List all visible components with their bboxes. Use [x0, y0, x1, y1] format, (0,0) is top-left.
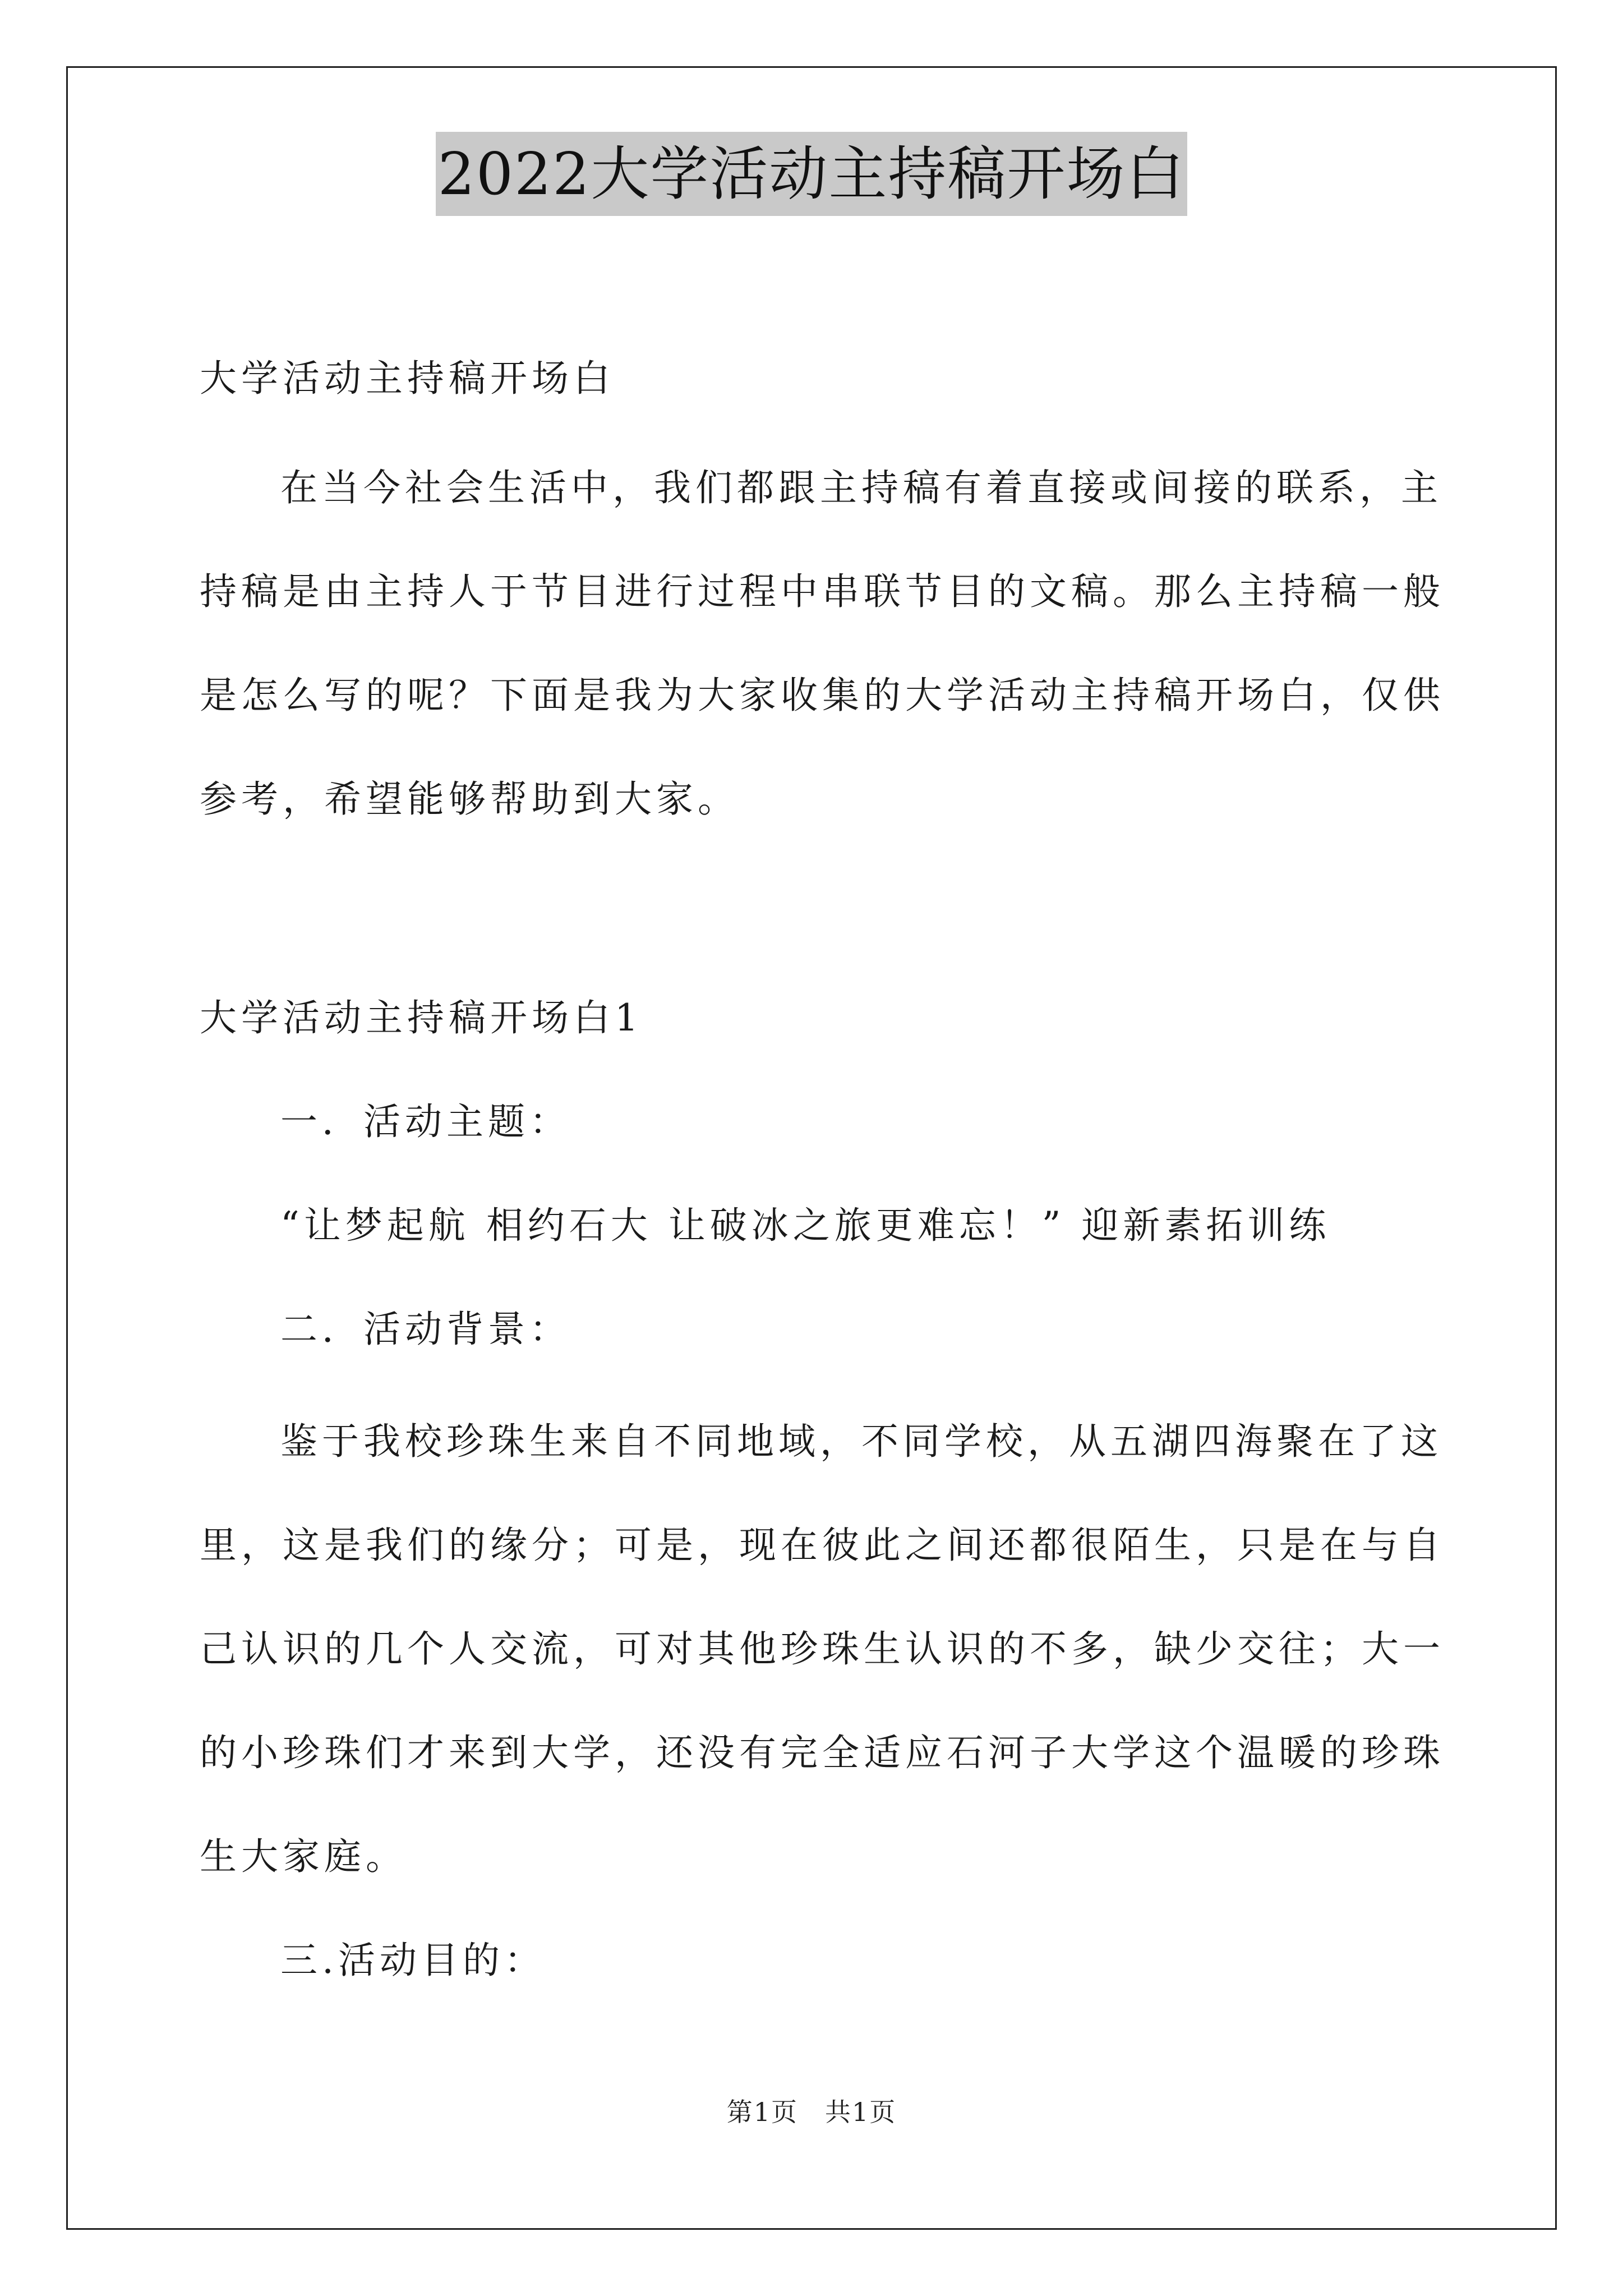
background-line-2: 里，这是我们的缘分；可是，现在彼此之间还都很陌生，只是在与自 — [200, 1524, 1445, 1567]
item-2-heading: 二．活动背景： — [280, 1308, 571, 1351]
item-1-heading: 一．活动主题： — [280, 1100, 571, 1143]
section-heading: 大学活动主持稿开场白1 — [200, 996, 643, 1039]
document-title: 2022大学活动主持稿开场白 — [436, 132, 1188, 216]
intro-line-3: 是怎么写的呢？下面是我为大家收集的大学活动主持稿开场白，仅供 — [200, 674, 1445, 717]
background-line-3: 己认识的几个人交流，可对其他珍珠生认识的不多，缺少交往；大一 — [200, 1627, 1445, 1671]
subtitle: 大学活动主持稿开场白 — [200, 357, 615, 400]
background-line-1: 鉴于我校珍珠生来自不同地域，不同学校，从五湖四海聚在了这 — [280, 1420, 1442, 1463]
intro-line-2: 持稿是由主持人于节目进行过程中串联节目的文稿。那么主持稿一般 — [200, 570, 1445, 613]
background-line-5: 生大家庭。 — [200, 1835, 407, 1878]
background-line-4: 的小珍珠们才来到大学，还没有完全适应石河子大学这个温暖的珍珠 — [200, 1731, 1445, 1774]
item-3-heading: 三.活动目的： — [280, 1939, 546, 1982]
title-container — [0, 132, 1623, 216]
intro-line-1: 在当今社会生活中，我们都跟主持稿有着直接或间接的联系，主 — [280, 466, 1442, 509]
item-1-text: “让梦起航 相约石大 让破冰之旅更难忘！” 迎新素拓训练 — [280, 1204, 1331, 1247]
page-number: 第1页 共1页 — [726, 2097, 897, 2127]
intro-line-4: 参考，希望能够帮助到大家。 — [200, 777, 739, 821]
